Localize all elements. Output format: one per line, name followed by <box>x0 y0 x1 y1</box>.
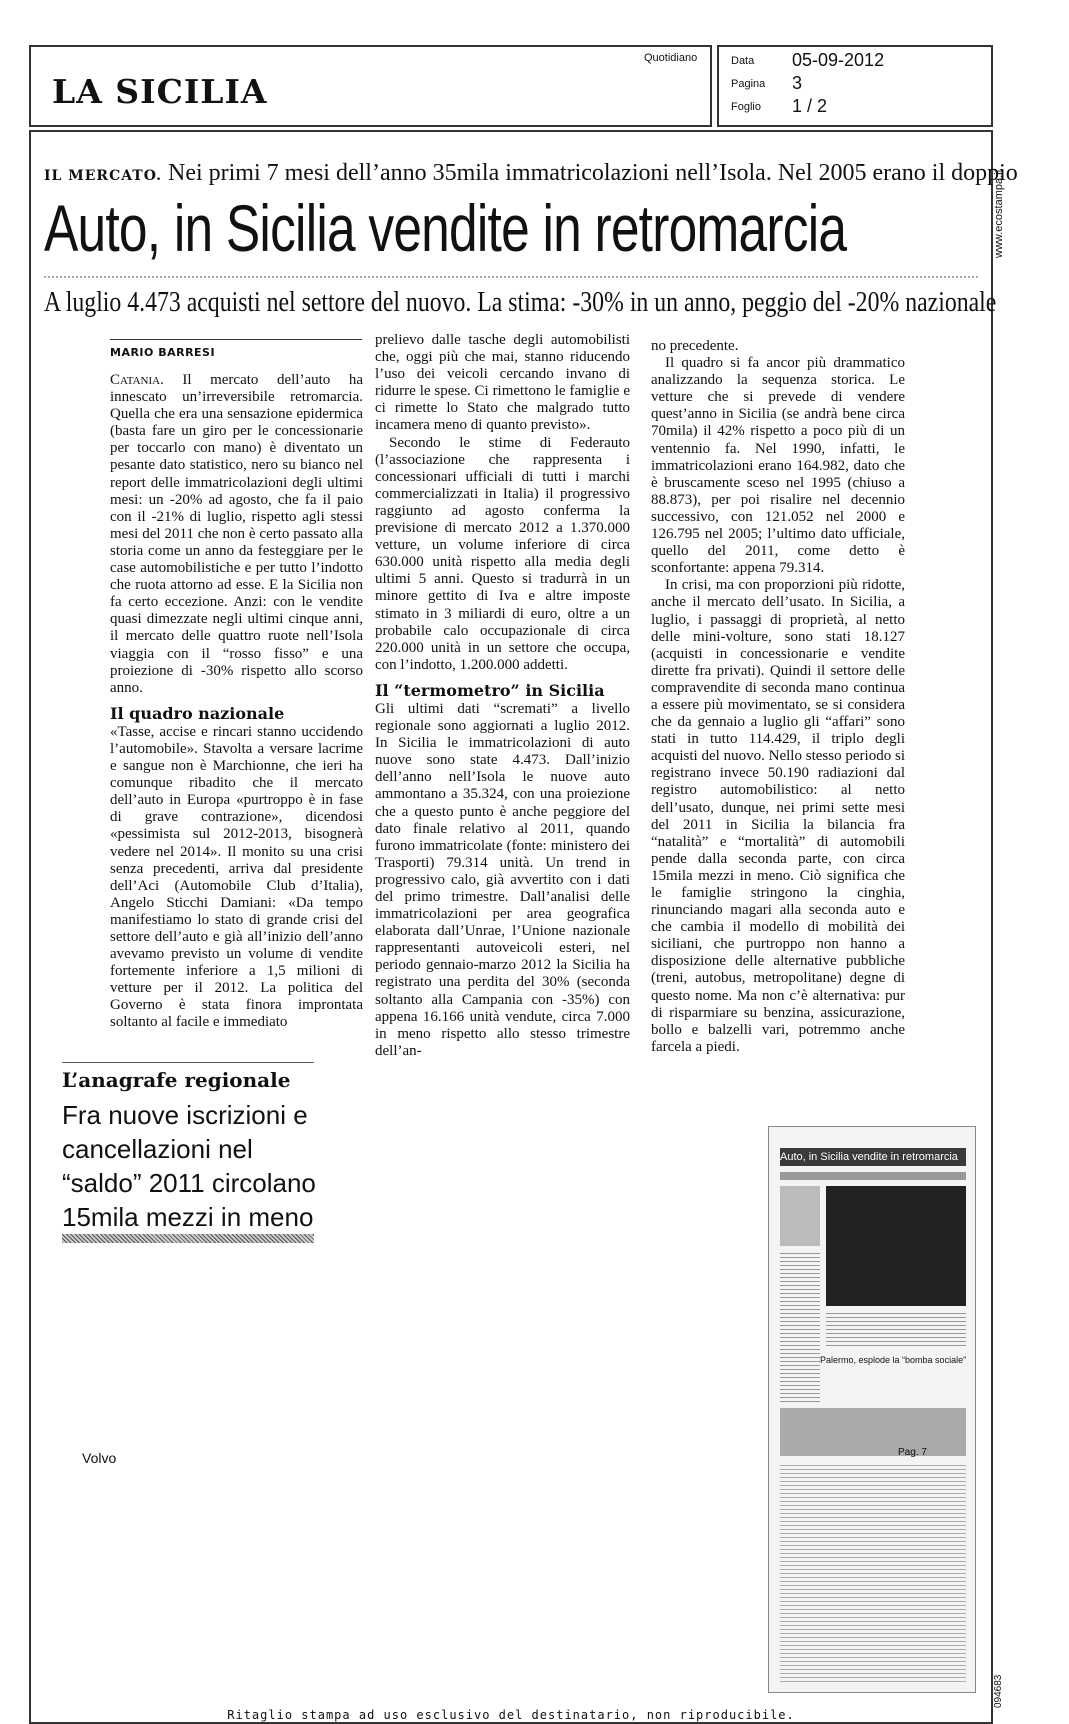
thumbnail-title: Auto, in Sicilia vendite in retromarcia <box>780 1148 966 1166</box>
thumbnail-caption: Palermo, esplode la “bomba sociale” <box>820 1355 967 1365</box>
article-subtitle: A luglio 4.473 acquisti nel settore del nuovo. La stima: -30% in un anno, peggio del -20% nazionale <box>44 286 997 318</box>
box-hatch <box>62 1234 314 1243</box>
column-1 <box>110 372 363 1032</box>
kicker <box>44 160 1018 187</box>
paragraph: «Tasse, accise e rincari stanno uccidendo l’automobile». Stavolta a versare lacrime e sangue non è Marchionne, che ieri ha comunque ribadito che il mercato dell’auto in Europa «purtroppo è in fase di grave contrazione», dicendosi «pessimista sul 2012-2013, bisognerà vedere nel 2014». Il monito su una crisi senza precedenti, arriva dal presidente dell’Aci (Automobile Club d’Italia), Angelo Sticchi Damiani: «Da tempo manifestiamo lo stato di grande crisi del settore dell’auto e già all’inizio dell’anno avevamo previsto un volume di vendite fortemente inferiore a 1,5 milioni di vetture per il 2012. La politica del Governo è stata finora improntata soltanto al facile e immediato <box>110 723 363 1031</box>
side-url: www.ecostampa.it <box>993 169 1005 258</box>
kicker-text: Nei primi 7 mesi dell’anno 35mila immatricolazioni nell’Isola. Nel 2005 erano il doppio <box>167 160 1018 186</box>
byline-rule <box>110 339 362 340</box>
article-title: Auto, in Sicilia vendite in retromarcia <box>44 191 847 265</box>
thumbnail-table <box>826 1186 966 1306</box>
foglio-label: Foglio <box>731 101 761 113</box>
column-3 <box>651 338 905 1056</box>
box-rule <box>62 1062 314 1063</box>
paragraph: In crisi, ma con proporzioni più ridotte, anche il mercato dell’usato. In Sicilia, a luglio, i passaggi di proprietà, al netto delle mini-volture, sono stati 18.127 (acquisti in concessionarie e vendite dirette fra privati). Quindi il settore delle compravendite di seconda mano continua a essere più movimentato, se si considera che da gennaio a luglio gli “affari” sono stati in tutto 114.429, il triplo degli acquisti del nuovo. Nello stesso periodo si registrano invece 50.190 radiazioni dal registro automobilistico: al netto dell’usato, dunque, nei primi sette mesi del 2011 in Sicilia la bilancia fra “natalità” e “mortalità” di automobili pende dalla seconda parte, con circa 15mila mezzi in meno. Ciò significa che le famiglie stringono la cinghia, rinunciando magari alla seconda auto e che cambia il modello di mobilità dei siciliani, che purtroppo non hanno a disposizione delle alternative pubbliche (treni, autobus, metropolitane) degne di questo nome. Ma non c’è alternativa: pur di risparmiare su benzina, assicurazione, bollo e balzelli vari, potremmo anche farcela a piedi. <box>651 577 905 1055</box>
thumbnail-text-block <box>826 1312 966 1346</box>
page-number: Pag. 7 <box>898 1447 927 1458</box>
thumbnail-subtitle-bar <box>780 1172 966 1180</box>
subhead-sicily: Il “termometro” in Sicilia <box>375 680 605 700</box>
side-code: 094683 <box>993 1674 1004 1708</box>
box-heading: L’anagrafe regionale <box>62 1068 291 1092</box>
pagina-value: 3 <box>792 73 803 93</box>
divider <box>44 276 978 278</box>
data-label: Data <box>731 55 755 67</box>
publication-type: Quotidiano <box>644 52 698 64</box>
pagina-label: Pagina <box>731 78 766 90</box>
box-text: Fra nuove iscrizioni e cancellazioni nel “saldo” 2011 circolano 15mila mezzi in meno <box>62 1100 316 1232</box>
footer-note: Ritaglio stampa ad uso esclusivo del destinatario, non riproducibile. <box>227 1708 795 1722</box>
subhead-national: Il quadro nazionale <box>110 703 285 723</box>
thumbnail-photo <box>780 1186 820 1246</box>
thumbnail-lower-text <box>780 1462 966 1682</box>
byline: MARIO BARRESI <box>110 346 216 359</box>
paragraph: prelievo dalle tasche degli automobilisti che, oggi più che mai, stanno riducendo l’uso dei veicoli cercando invano di ridurre le spese. Ci rimettono le famiglie e ci rimette lo Stato che malgrado tutto incamera meno di quanto previsto». <box>375 332 630 434</box>
foglio-value: 1 / 2 <box>792 96 828 116</box>
thumbnail-text-col <box>780 1252 820 1402</box>
kicker-label: IL MERCATO. <box>44 168 162 184</box>
paragraph: Secondo le stime di Federauto (l’associazione che rappresenta i concessionari ufficiali di tutti i marchi commercializzati in Italia) il progressivo raggiunto ad agosto conferma la previsione di mercato 2012 a 1.370.000 vetture, un volume inferiore di circa 630.000 unità rispetto alla media degli ultimi 5 anni. Questo si tradurrà in un minore gettito di Iva e altre imposte stimato in 3 miliardi di euro, oltre a un probabile calo occupazionale di circa 220.000 unità in un settore che occupa, con l’indotto, 1.200.000 addetti. <box>375 434 630 673</box>
paragraph: no precedente. <box>651 338 739 354</box>
masthead: LA SICILIA <box>52 72 268 111</box>
client-name: Volvo <box>82 1450 117 1466</box>
paragraph: Il quadro si fa ancor più drammatico analizzando la sequenza storica. Le vetture che si prevede di vendere quest’anno in Sicilia (se andrà bene circa 70mila) il 42% rispetto a poco più di un ventennio fa. Nel 1990, infatti, le immatricolazioni erano 164.982, dato che è bruscamente sceso nel 1995 (chiuso a 88.873), per poi risalire nel decennio successivo, con 121.052 nel 2000 e 126.795 nel 2005; l’ultimo dato ufficiale, quello del 2011, come detto è sconfortante: appena 79.314. <box>651 355 905 577</box>
dateline: Catania. <box>110 372 164 388</box>
thumbnail-photo-2 <box>780 1408 966 1456</box>
paragraph-text: Il mercato dell’auto ha innescato un’irreversibile retromarcia. Quella che era una sensazione epidermica (basta fare un giro per le concessionarie per toccarlo con mano) è diventato un pesante dato statistico, nero su bianco nel report delle immatricolazioni degli ultimi mesi: un -20% ad agosto, che fa il paio con il -21% di luglio, rispetto agli stessi mesi del 2011 che non è certo passato alla storia come un anno da festeggiare per le case automobilistiche e per tutto l’indotto che ruota attorno ad esse. E la Sicilia non fa certo eccezione. Anzi: con le vendite quasi dimezzate negli ultimi cinque anni, il mercato delle quattro ruote nell’Isola viaggia con il “rosso fisso” e una proiezione di -30% rispetto allo scorso anno. <box>110 372 363 696</box>
column-2 <box>375 332 630 1060</box>
paragraph <box>110 372 363 697</box>
paragraph: Gli ultimi dati “scremati” a livello regionale sono aggiornati a luglio 2012. In Sicilia le immatricolazioni di auto nuove sono state 4.473. Dall’inizio dell’anno nell’Isola le nuove auto ammontano a 35.324, con una proiezione che a questo punto è anche peggiore del dato finale relativo al 2011, quando furono immatricolate (fonte: ministero dei Trasporti) 79.314 unità. Un trend in progressivo calo, già avvertito con i dati del primo trimestre. Dall’analisi delle immatricolazioni per area geografica elaborata dall’Unrae, l’Unione nazionale rappresentanti autoveicoli esteri, nel periodo gennaio-marzo 2012 la Sicilia ha registrato una perdita del 30% (seconda soltanto alla Campania con -35%) con appena 16.166 unità vendute, circa 7.000 in meno rispetto allo stesso trimestre dell’an- <box>375 700 630 1059</box>
data-value: 05-09-2012 <box>792 50 885 70</box>
